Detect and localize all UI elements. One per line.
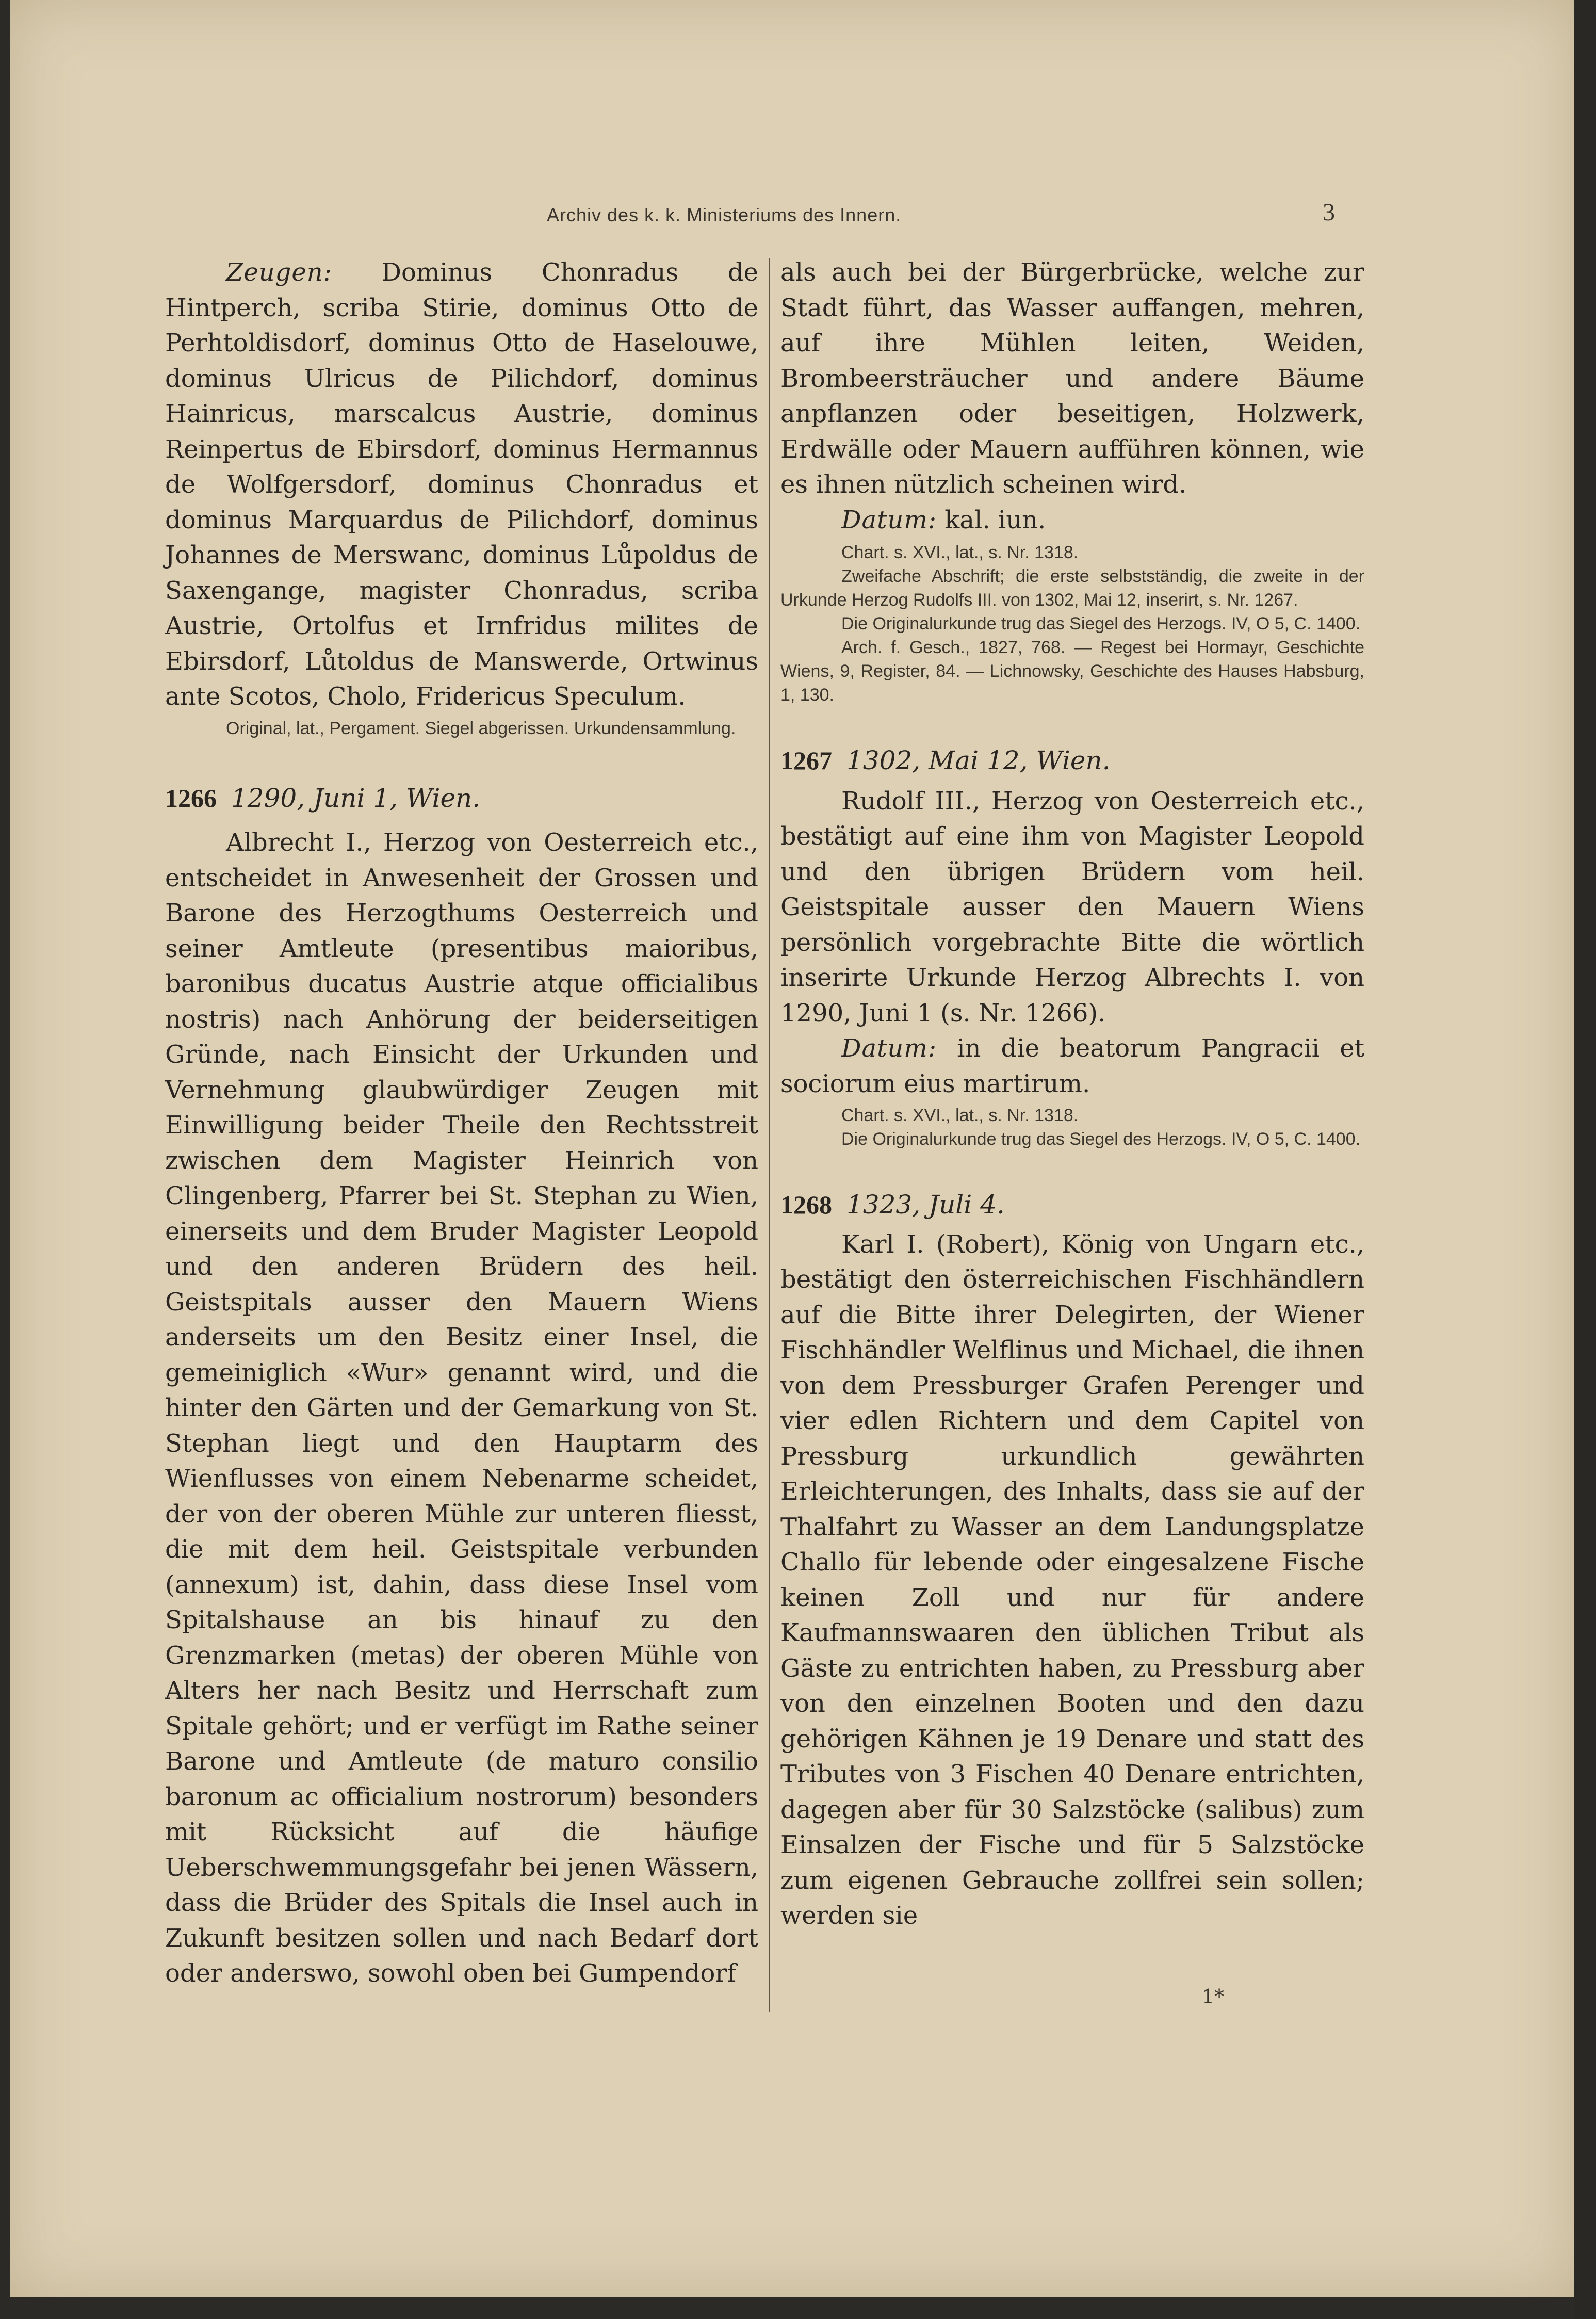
entry-1268-text: Karl I. (Robert), König von Ungarn etc., bestätigt den österreichischen Fischhändlern auf die Bitte ihrer Delegirten, der Wiener Fischhändler Welflinus und Michael, die ihnen von dem Pressburger Grafen Perenger und vier edlen Richtern und dem Capitel von Pressburg urkundlich gewährten Erleichterungen, des Inhalts, dass sie auf der Thalfahrt zu Wasser an dem Landungsplatze Challo für lebende oder eingesalzene Fische keinen Zoll und nur für andere Kaufmannswaaren den üblichen Tribut als Gäste zu entrichten haben, zu Pressburg aber von den einzelnen Booten und den dazu gehörigen Kähnen je 19 Denare und statt des Tributes von 3 Fischen 40 Denare entrichten, dagegen aber für 30 Salzstöcke (salibus) zum Einsalzen der Fische und für 5 Salzstöcke zum eigenen Gebrauche zollfrei sein sollen; werden sie [780, 1229, 1364, 1930]
datum-text: kal. iun. [944, 505, 1046, 534]
witnesses-paragraph [165, 255, 758, 715]
entry-1267-datum [780, 1031, 1364, 1101]
datum-line [780, 502, 1364, 538]
right-column [780, 255, 1364, 1934]
entry-1268-heading [780, 1187, 1364, 1223]
column-divider [769, 258, 770, 2012]
note-4: Arch. f. Gesch., 1827, 768. — Regest bei Hormayr, Geschichte Wiens, 9, Register, 84. — Lichnowsky, Geschichte des Hauses Habsburg, 1, 130. [780, 638, 1364, 705]
left-column [165, 255, 758, 1991]
entry-1267-note-2: Die Originalurkunde trug das Siegel des Herzogs. IV, O 5, C. 1400. [841, 1129, 1361, 1149]
datum-label: Datum: [841, 505, 937, 534]
entry-1266-date: 1290, Juni 1, Wien. [231, 783, 481, 813]
note-1: Chart. s. XVI., lat., s. Nr. 1318. [841, 543, 1079, 562]
continuation-text: als auch bei der Bürgerbrücke, welche zur Stadt führt, das Wasser auffangen, mehren, auf ihre Mühlen leiten, Weiden, Brombeersträucher und andere Bäume anpflanzen oder beseitigen, Holzwerk, Erdwälle oder Mauern aufführen können, wie es ihnen nützlich scheinen wird. [780, 258, 1364, 499]
entry-1267-datum-label: Datum: [841, 1034, 937, 1063]
scan-edge [1574, 0, 1596, 2319]
page-number: 3 [1323, 199, 1335, 226]
entry-1266-text: Albrecht I., Herzog von Oesterreich etc., entscheidet in Anwesenheit der Grossen und Barone des Herzogthums Oesterreich und seiner Amtleute (presentibus maioribus, baronibus ducatus Austrie atque officialibus nostris) nach Anhörung der beiderseitigen Gründe, nach Einsicht der Urkunden und Vernehmung glaubwürdiger Zeugen mit Einwilligung beider Theile den Rechtsstreit zwischen dem Magister Heinrich von Clingenberg, Pfarrer bei St. Stephan zu Wien, einerseits und dem Bruder Magister Leopold und den anderen Brüdern des heil. Geistspitals ausser den Mauern Wiens anderseits um den Besitz einer Insel, die gemeiniglich «Wur» genannt wird, und die hinter den Gärten und der Gemarkung von St. Stephan liegt und den Hauptarm des Wienflusses von einem Nebenarme scheidet, der von der oberen Mühle zur unteren fliesst, die mit dem heil. Geistspitale verbunden (annexum) ist, dahin, dass diese Insel vom Spitalshause an bis hinauf zu den Grenzmarken (metas) der oberen Mühle von Alters her nach Besitz und Herrschaft zum Spitale gehört; und er verfügt im Rathe seiner Barone und Amtleute (de maturo consilio baronum ac officialium nostrorum) besonders mit Rücksicht auf die häufige Ueberschwemmungsgefahr bei jenen Wässern, dass die Brüder des Spitals die Insel auch in Zukunft besitzen sollen und nach Bedarf dort oder anderswo, sowohl oben bei Gumpendorf [165, 828, 758, 1988]
source-note: Original, lat., Pergament. Siegel abgerissen. Urkundensammlung. [226, 718, 736, 738]
running-title: Archiv des k. k. Ministeriums des Innern. [547, 204, 902, 225]
entry-1267-heading [780, 743, 1364, 779]
entry-1267-datum-text: in die beatorum Pangracii et sociorum eius martirum. [780, 1034, 1364, 1098]
note-3: Die Originalurkunde trug das Siegel des Herzogs. IV, O 5, C. 1400. [841, 614, 1361, 634]
entry-1267-date: 1302, Mai 12, Wien. [846, 745, 1111, 775]
entry-1267-note-1: Chart. s. XVI., lat., s. Nr. 1318. [841, 1106, 1079, 1125]
note-2: Zweifache Abschrift; die erste selbstständig, die zweite in der Urkunde Herzog Rudolfs III. von 1302, Mai 12, inserirt, s. Nr. 1267. [780, 566, 1364, 610]
entry-1268-date: 1323, Juli 4. [846, 1190, 1005, 1220]
entry-1267-number: 1267 [780, 746, 832, 775]
entry-1266-heading [165, 781, 758, 816]
entry-1266-number: 1266 [165, 783, 217, 813]
zeugen-label: Zeugen: [226, 258, 332, 287]
entry-1267-text: Rudolf III., Herzog von Oesterreich etc., bestätigt auf eine ihm von Magister Leopold und den übrigen Brüdern vom heil. Geistspitale ausser den Mauern Wiens persönlich vorgebrachte Bitte die wörtlich inserirte Urkunde Herzog Albrechts I. von 1290, Juni 1 (s. Nr. 1266). [780, 786, 1364, 1028]
zeugen-text: Dominus Chonradus de Hintperch, scriba Stirie, dominus Otto de Perhtoldisdorf, dominus Otto de Haselouwe, dominus Ulricus de Pilichdorf, dominus Hainricus, marscalcus Austrie, dominus Reinpertus de Ebirsdorf, dominus Hermannus de Wolfgersdorf, dominus Chonradus et dominus Marquardus de Pilichdorf, dominus Johannes de Merswanc, dominus Lůpoldus de Saxengange, magister Chonradus, scriba Austrie, Ortolfus et Irnfridus milites de Ebirsdorf, Lůtoldus de Manswerde, Ortwinus ante Scotos, Cholo, Fridericus Speculum. [165, 258, 758, 711]
entry-1268-number: 1268 [780, 1190, 832, 1219]
signature-mark: 1* [1202, 1985, 1225, 2008]
